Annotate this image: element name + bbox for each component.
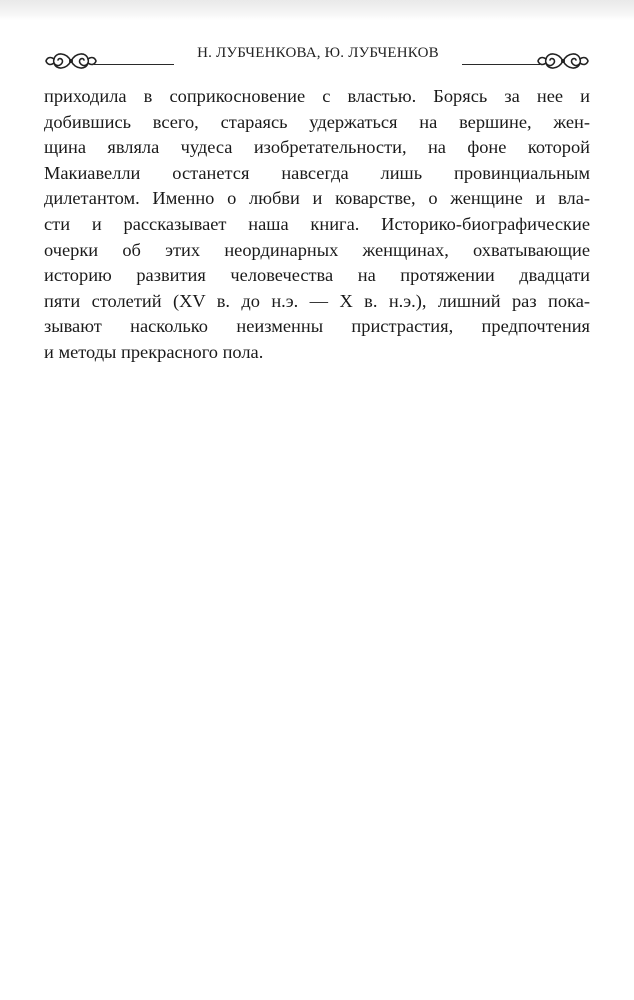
text-line: пяти столетий (XV в. до н.э. — X в. н.э.), лишний раз пока- <box>44 290 590 311</box>
header-rule-right <box>462 64 540 65</box>
text-line: и методы прекрасного пола. <box>44 341 264 362</box>
scroll-ornament-icon <box>536 46 590 76</box>
text-line: дилетантом. Именно о любви и коварстве, о женщине и вла- <box>44 188 590 209</box>
text-line: приходила в соприкосновение с властью. Борясь за нее и <box>44 86 590 106</box>
text-line: очерки об этих неординарных женщинах, охватывающие <box>44 239 590 260</box>
text-line: историю развития человечества на протяжении двадцати <box>44 265 590 286</box>
text-line: щина являла чудеса изобретательности, на фоне которой <box>44 137 590 158</box>
scroll-ornament-icon <box>44 46 98 76</box>
text-line: добившись всего, стараясь удержаться на вершине, жен- <box>44 111 590 132</box>
top-edge-shadow <box>0 0 634 20</box>
text-line: сти и рассказывает наша книга. Историко-биографические <box>44 213 590 234</box>
running-header <box>44 40 590 80</box>
text-line: Макиавелли останется навсегда лишь провинциальным <box>44 162 590 183</box>
running-title: Н. ЛУБЧЕНКОВА, Ю. ЛУБЧЕНКОВ <box>197 45 439 61</box>
text-line: зывают насколько неизменны пристрастия, предпочтения <box>44 316 590 337</box>
header-rule-left <box>94 64 174 65</box>
body-paragraph <box>44 84 590 366</box>
